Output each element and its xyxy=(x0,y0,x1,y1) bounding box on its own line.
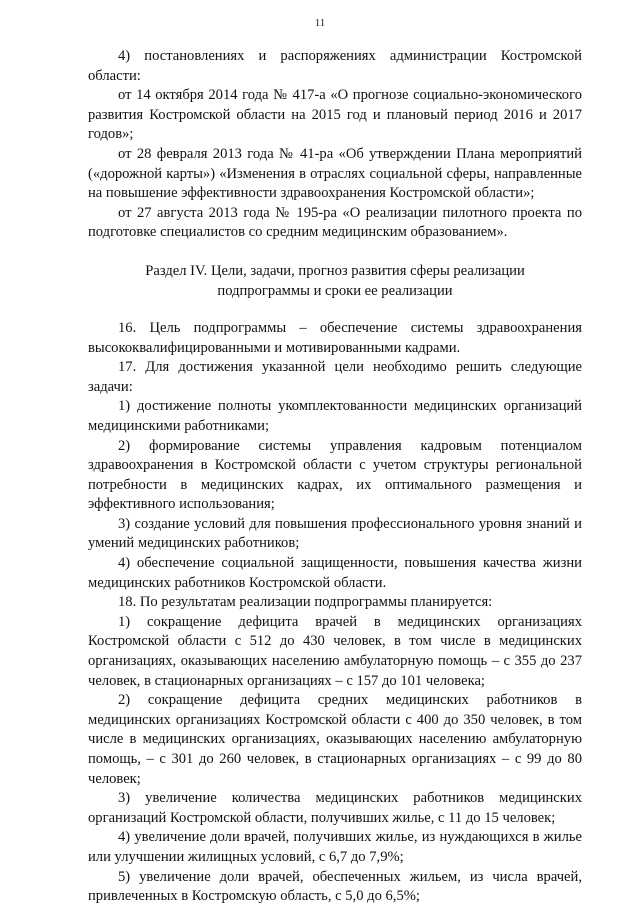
paragraph: от 27 августа 2013 года № 195-ра «О реализации пилотного проекта по подготовке специалистов со средним медицинским образованием». xyxy=(88,204,582,241)
paragraph: 4) увеличение доли врачей, получивших жилье, из нуждающихся в жилье или улучшении жилищных условий, с 6,7 до 7,9%; xyxy=(88,829,582,865)
paragraph: 3) создание условий для повышения профессионального уровня знаний и умений медицинских работников; xyxy=(88,515,582,552)
paragraph: 1) достижение полноты укомплектованности медицинских организаций медицинскими работниками; xyxy=(88,398,582,434)
paragraph: 16. Цель подпрограммы – обеспечение системы здравоохранения высококвалифицированными и мотивированными кадрами. xyxy=(88,319,582,356)
paragraph: от 28 февраля 2013 года № 41-ра «Об утверждении Плана мероприятий («дорожной карты») «Изменения в отраслях социальной сферы, направленные на повышение эффективности здравоохранения Костромской области»; xyxy=(88,145,582,202)
paragraph: 4) постановлениях и распоряжениях администрации Костромской области: xyxy=(88,48,582,84)
paragraph: 2) сокращение дефицита средних медицинских работников в медицинских организациях Костромской области с 400 до 350 человек, в том числе в медицинских организациях, оказывающих населению амбулаторную помощь, – с 301 до 260 человек, в стационарных организациях – с 99 до 80 человек; xyxy=(88,692,582,787)
paragraph: 3) увеличение количества медицинских работников медицинских организаций Костромской области, получивших жилье, с 11 до 15 человек; xyxy=(88,790,582,826)
section-title-line: Раздел IV. Цели, задачи, прогноз развития сферы реализации xyxy=(145,262,525,279)
page-number: 11 xyxy=(314,17,326,29)
paragraph: 18. По результатам реализации подпрограммы планируется: xyxy=(118,594,493,611)
section-title-line: подпрограммы и сроки ее реализации xyxy=(217,282,453,299)
document-body xyxy=(88,47,582,907)
paragraph: 1) сокращение дефицита врачей в медицинских организациях Костромской области с 512 до 430 человек, в том числе в медицинских организациях, оказывающих населению амбулаторную помощь – с 355 до 237 человек, в стационарных организациях – с 157 до 101 человека; xyxy=(88,613,582,689)
paragraph: 4) обеспечение социальной защищенности, повышения качества жизни медицинских работников Костромской области. xyxy=(88,555,582,591)
section-title xyxy=(88,261,582,301)
paragraph: 2) формирование системы управления кадровым потенциалом здравоохранения в Костромской области с учетом структуры региональной потребности в медицинских кадрах, их оптимального размещения и эффективного использования; xyxy=(88,437,582,513)
paragraph: 5) увеличение доли врачей, обеспеченных жильем, из числа врачей, привлеченных в Костромскую область, с 5,0 до 6,5%; xyxy=(88,868,582,905)
paragraph: 17. Для достижения указанной цели необходимо решить следующие задачи: xyxy=(88,359,582,395)
paragraph: от 14 октября 2014 года № 417-а «О прогнозе социально-экономического развития Костромской области на 2015 год и плановый период 2016 и 2017 годов»; xyxy=(88,87,582,143)
